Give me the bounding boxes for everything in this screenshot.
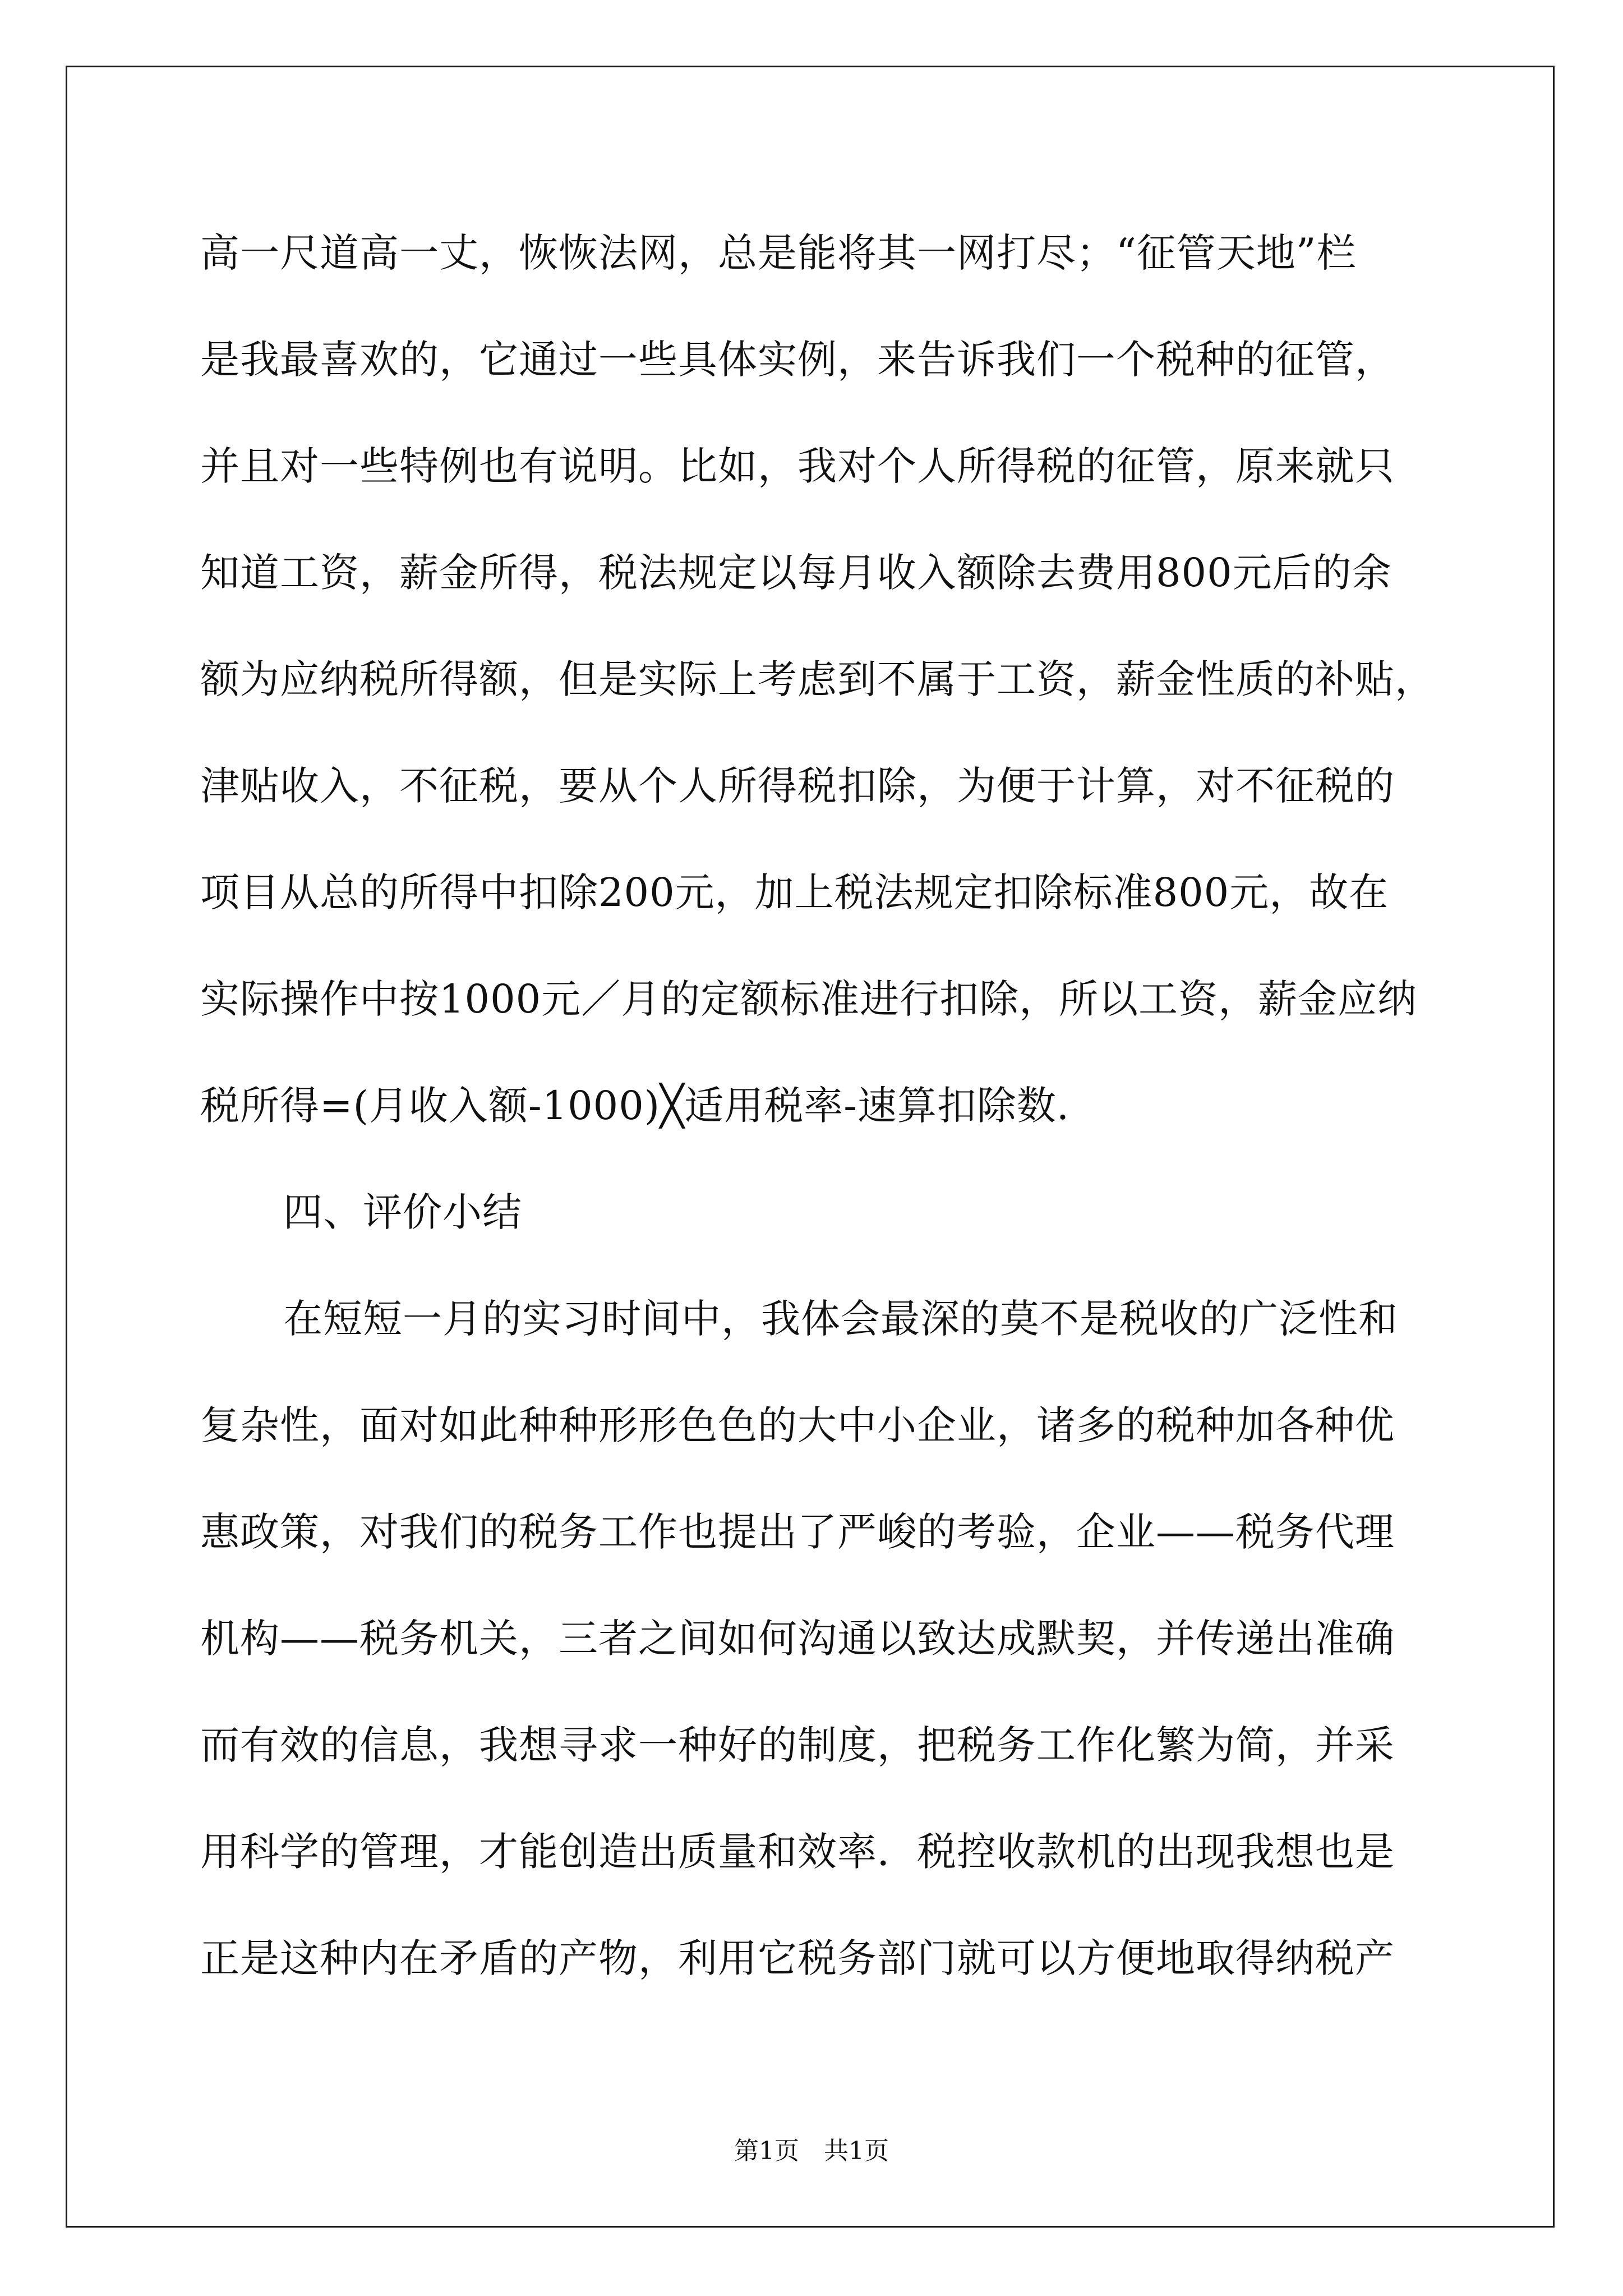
- paragraph-first-line: 在短短一月的实习时间中，我体会最深的莫不是税收的广泛性和: [283, 1296, 1398, 1342]
- text-line: 知道工资，薪金所得，税法规定以每月收入额除去费用800元后的余: [200, 550, 1392, 596]
- text-line: 复杂性，面对如此种种形形色色的大中小企业，诸多的税种加各种优: [200, 1402, 1395, 1448]
- section-heading: 四、评价小结: [283, 1189, 522, 1235]
- text-line: 津贴收入，不征税，要从个人所得税扣除，为便于计算，对不征税的: [200, 763, 1395, 809]
- text-line: 惠政策，对我们的税务工作也提出了严峻的考验，企业——税务代理: [200, 1509, 1395, 1555]
- document-body: [200, 211, 1456, 2023]
- text-line: 项目从总的所得中扣除200元，加上税法规定扣除标准800元，故在: [200, 869, 1389, 915]
- text-line: 并且对一些特例也有说明。比如，我对个人所得税的征管，原来就只: [200, 443, 1395, 489]
- text-line: 正是这种内在矛盾的产物，利用它税务部门就可以方便地取得纳税产: [200, 1935, 1395, 1981]
- text-line: 是我最喜欢的，它通过一些具体实例，来告诉我们一个税种的征管，: [200, 337, 1395, 383]
- page-footer: 第1页 共1页: [734, 2137, 889, 2165]
- text-line: 实际操作中按1000元／月的定额标准进行扣除，所以工资，薪金应纳: [200, 976, 1418, 1022]
- text-line: 用科学的管理，才能创造出质量和效率．税控收款机的出现我想也是: [200, 1829, 1395, 1875]
- text-line: 额为应纳税所得额，但是实际上考虑到不属于工资，薪金性质的补贴，: [200, 656, 1435, 702]
- text-line: 机构——税务机关，三者之间如何沟通以致达成默契，并传递出准确: [200, 1616, 1395, 1662]
- text-line: 税所得=(月收入额-1000)╳适用税率-速算扣除数.: [200, 1083, 1070, 1129]
- text-line: 高一尺道高一丈，恢恢法网，总是能将其一网打尽；“征管天地”栏: [200, 230, 1357, 276]
- text-line: 而有效的信息，我想寻求一种好的制度，把税务工作化繁为简，并采: [200, 1722, 1395, 1768]
